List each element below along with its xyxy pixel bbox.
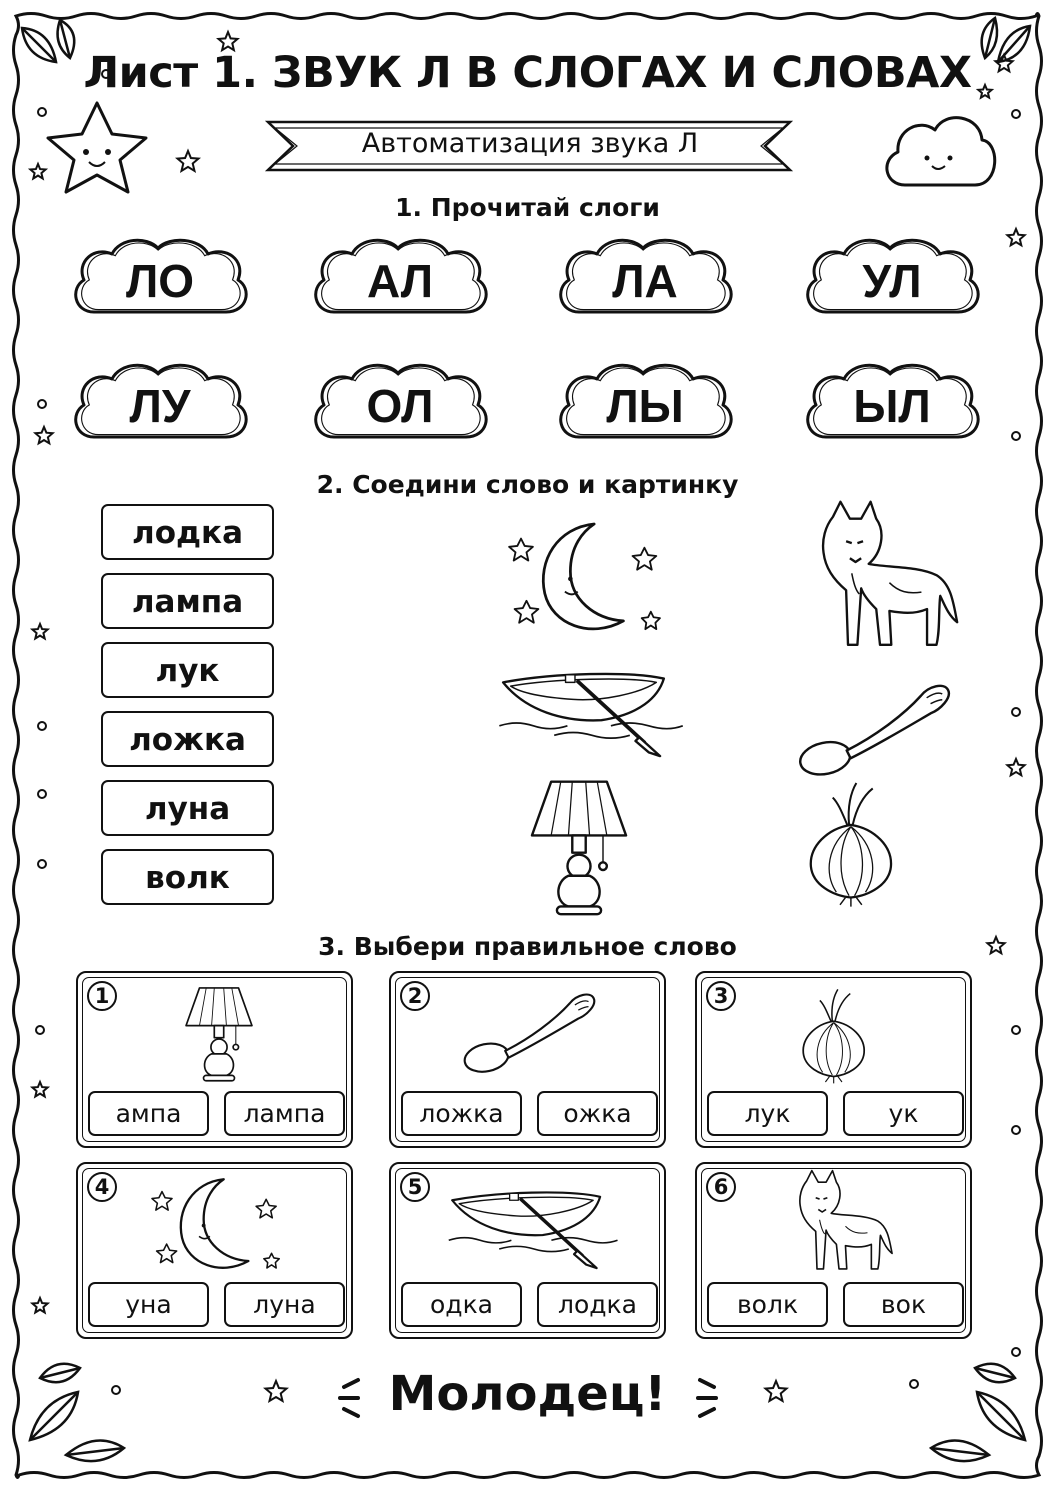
word-box[interactable]: лук bbox=[101, 642, 274, 698]
onion-icon[interactable] bbox=[800, 776, 900, 910]
section2-heading: 2. Соедини слово и картинку bbox=[316, 470, 739, 499]
dot-icon bbox=[1012, 432, 1020, 440]
star-icon bbox=[35, 427, 52, 443]
dot-icon bbox=[38, 108, 46, 116]
spoon-icon bbox=[461, 985, 597, 1081]
syllable-text: ЫЛ bbox=[853, 380, 931, 432]
dot-icon bbox=[38, 722, 46, 730]
boat-icon bbox=[447, 1170, 621, 1274]
lamp-icon bbox=[182, 981, 256, 1085]
card-number: 1 bbox=[87, 981, 117, 1011]
wolf-icon bbox=[775, 1168, 903, 1278]
answer-option[interactable]: ук bbox=[843, 1091, 964, 1136]
wolf-icon[interactable] bbox=[792, 498, 968, 658]
star-icon bbox=[1007, 229, 1024, 245]
choice-card bbox=[695, 971, 972, 1148]
card-number: 3 bbox=[706, 981, 736, 1011]
star-icon bbox=[32, 624, 47, 639]
answer-option[interactable]: вок bbox=[843, 1282, 964, 1327]
syllable-cloud[interactable] bbox=[553, 357, 737, 449]
dot-icon bbox=[38, 400, 46, 408]
section1-heading: 1. Прочитай слоги bbox=[395, 193, 660, 222]
answer-option[interactable]: лампа bbox=[224, 1091, 345, 1136]
word-box[interactable]: ложка bbox=[101, 711, 274, 767]
card-number: 5 bbox=[400, 1172, 430, 1202]
syllable-cloud[interactable] bbox=[553, 232, 737, 324]
answer-option[interactable]: ампа bbox=[88, 1091, 209, 1136]
moon-icon[interactable] bbox=[490, 513, 680, 641]
answer-option[interactable]: луна bbox=[224, 1282, 345, 1327]
answer-option[interactable]: лодка bbox=[537, 1282, 658, 1327]
onion-icon bbox=[795, 983, 871, 1087]
card-number: 2 bbox=[400, 981, 430, 1011]
boat-icon[interactable] bbox=[492, 654, 692, 758]
syllable-text: УЛ bbox=[862, 255, 922, 307]
syllable-text: ОЛ bbox=[366, 380, 434, 432]
section3-heading: 3. Выбери правильное слово bbox=[318, 932, 737, 961]
syllable-cloud[interactable] bbox=[800, 232, 984, 324]
page-title: Лист 1. ЗВУК Л В СЛОГАХ И СЛОВАХ bbox=[83, 48, 972, 98]
dot-icon bbox=[1012, 1026, 1020, 1034]
choice-card bbox=[695, 1162, 972, 1339]
word-box[interactable]: луна bbox=[101, 780, 274, 836]
syllable-cloud[interactable] bbox=[68, 357, 252, 449]
dot-icon bbox=[1012, 708, 1020, 716]
syllable-cloud[interactable] bbox=[308, 232, 492, 324]
syllable-cloud[interactable] bbox=[308, 357, 492, 449]
syllable-cloud[interactable] bbox=[68, 232, 252, 324]
choice-card bbox=[76, 971, 353, 1148]
star-icon bbox=[30, 164, 45, 179]
dot-icon bbox=[1012, 1348, 1020, 1356]
syllable-text: АЛ bbox=[366, 255, 434, 307]
moon-icon bbox=[136, 1170, 296, 1278]
dot-icon bbox=[38, 790, 46, 798]
syllable-text: ЛО bbox=[125, 255, 195, 307]
star-icon bbox=[178, 151, 199, 171]
dot-icon bbox=[1012, 110, 1020, 118]
word-box[interactable]: лодка bbox=[101, 504, 274, 560]
answer-option[interactable]: уна bbox=[88, 1282, 209, 1327]
syllable-text: ЛУ bbox=[129, 380, 191, 432]
page-subtitle: Автоматизация звука Л bbox=[361, 128, 699, 159]
word-box[interactable]: лампа bbox=[101, 573, 274, 629]
syllable-text: ЛЫ bbox=[606, 380, 684, 432]
dot-icon bbox=[36, 1026, 44, 1034]
star-icon bbox=[32, 1082, 47, 1097]
dot-icon bbox=[1012, 1126, 1020, 1134]
syllable-text: ЛА bbox=[612, 255, 678, 307]
star-icon bbox=[32, 1298, 47, 1313]
card-number: 6 bbox=[706, 1172, 736, 1202]
syllable-cloud[interactable] bbox=[800, 357, 984, 449]
card-number: 4 bbox=[87, 1172, 117, 1202]
praise-text: Молодец! bbox=[388, 1366, 667, 1422]
answer-option[interactable]: одка bbox=[401, 1282, 522, 1327]
spoon-icon[interactable] bbox=[796, 676, 952, 784]
answer-option[interactable]: лук bbox=[707, 1091, 828, 1136]
answer-option[interactable]: ожка bbox=[537, 1091, 658, 1136]
answer-option[interactable]: ложка bbox=[401, 1091, 522, 1136]
dot-icon bbox=[38, 860, 46, 868]
choice-card bbox=[389, 1162, 666, 1339]
cloud-mascot-icon bbox=[887, 118, 995, 185]
choice-card bbox=[76, 1162, 353, 1339]
answer-option[interactable]: волк bbox=[707, 1282, 828, 1327]
word-box[interactable]: волк bbox=[101, 849, 274, 905]
choice-card bbox=[389, 971, 666, 1148]
star-mascot-icon bbox=[48, 103, 146, 192]
lamp-icon[interactable] bbox=[525, 774, 633, 918]
star-icon bbox=[1007, 759, 1024, 775]
